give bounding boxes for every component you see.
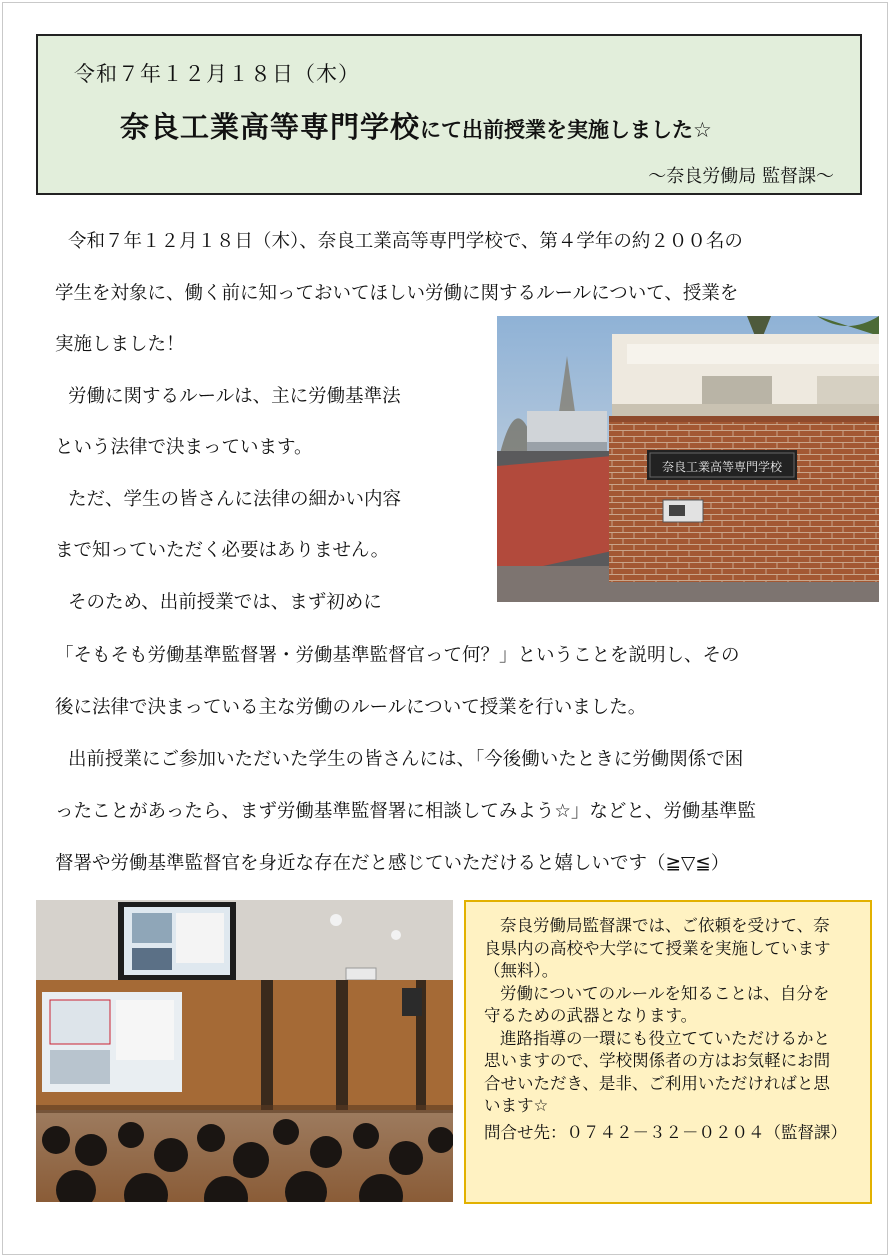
notice-line-1: 奈良労働局監督課では、ご依頼を受けて、奈 [500, 916, 830, 935]
nameplate-text: 奈良工業高等専門学校 [661, 460, 783, 474]
notice-line-7: 思いますので、学校関係者の方はお気軽にお問 [484, 1051, 831, 1070]
contact-phone: 問合せ先：０７４２－３２－０２０４（監督課） [484, 1122, 847, 1142]
notice-line-2: 良県内の高校や大学にて授業を実施しています [484, 938, 831, 958]
paragraph-5-line-3: 督署や労働基準監督官を身近な存在だと感じていただけると嬉しいです（≧▽≦） [55, 853, 730, 874]
notice-line-9: います☆ [484, 1096, 549, 1115]
page-title [120, 105, 712, 146]
notice-line-4: 労働についてのルールを知ることは、自分を [500, 983, 830, 1003]
notice-box [464, 900, 872, 1204]
paragraph-1-line-2: 学生を対象に、働く前に知っておいてほしい労働に関するルールについて、授業を [55, 283, 739, 304]
notice-line-3: （無料）。 [484, 961, 559, 980]
paragraph-3-line-2: まで知っていただく必要はありません。 [55, 540, 390, 561]
paragraph-4-line-3: 後に法律で決まっている主な労働のルールについて授業を行いました。 [55, 697, 647, 718]
classroom-photo [36, 900, 453, 1202]
title-school-name: 奈良工業高等専門学校 [120, 110, 421, 144]
paragraph-5-line-2: ったことがあったら、まず労働基準監督署に相談してみよう☆」などと、労働基準監 [55, 801, 756, 822]
paragraph-3-line-1: ただ、学生の皆さんに法律の細かい内容 [68, 489, 402, 510]
notice-line-6: 進路指導の一環にも役立てていただけるかと [500, 1028, 830, 1048]
paragraph-4-line-2: 「そもそも労働基準監督署・労働基準監督官って何？」ということを説明し、その [55, 645, 740, 666]
paragraph-1-line-1: 令和７年１２月１８日（木）、奈良工業高等専門学校で、第４学年の約２００名の [68, 231, 743, 252]
paragraph-4-line-1: そのため、出前授業では、まず初めに [68, 592, 382, 613]
school-building-photo [497, 316, 879, 602]
notice-line-5: 守るための武器となります。 [484, 1006, 698, 1025]
paragraph-1-line-3: 実施しました！ [55, 334, 185, 355]
header-organization: ～奈良労働局 監督課～ [648, 166, 834, 187]
title-suffix: にて出前授業を実施しました☆ [420, 118, 712, 142]
notice-line-8: 合せいただき、是非、ご利用いただければと思 [484, 1073, 830, 1093]
header-date: 令和７年１２月１８日（木） [74, 62, 360, 86]
paragraph-5-line-1: 出前授業にご参加いただいた学生の皆さんには、「今後働いたときに労働関係で困 [68, 749, 744, 770]
paragraph-2-line-2: という法律で決まっています。 [55, 437, 313, 458]
header-box [36, 34, 862, 195]
paragraph-2-line-1: 労働に関するルールは、主に労働基準法 [68, 386, 401, 407]
